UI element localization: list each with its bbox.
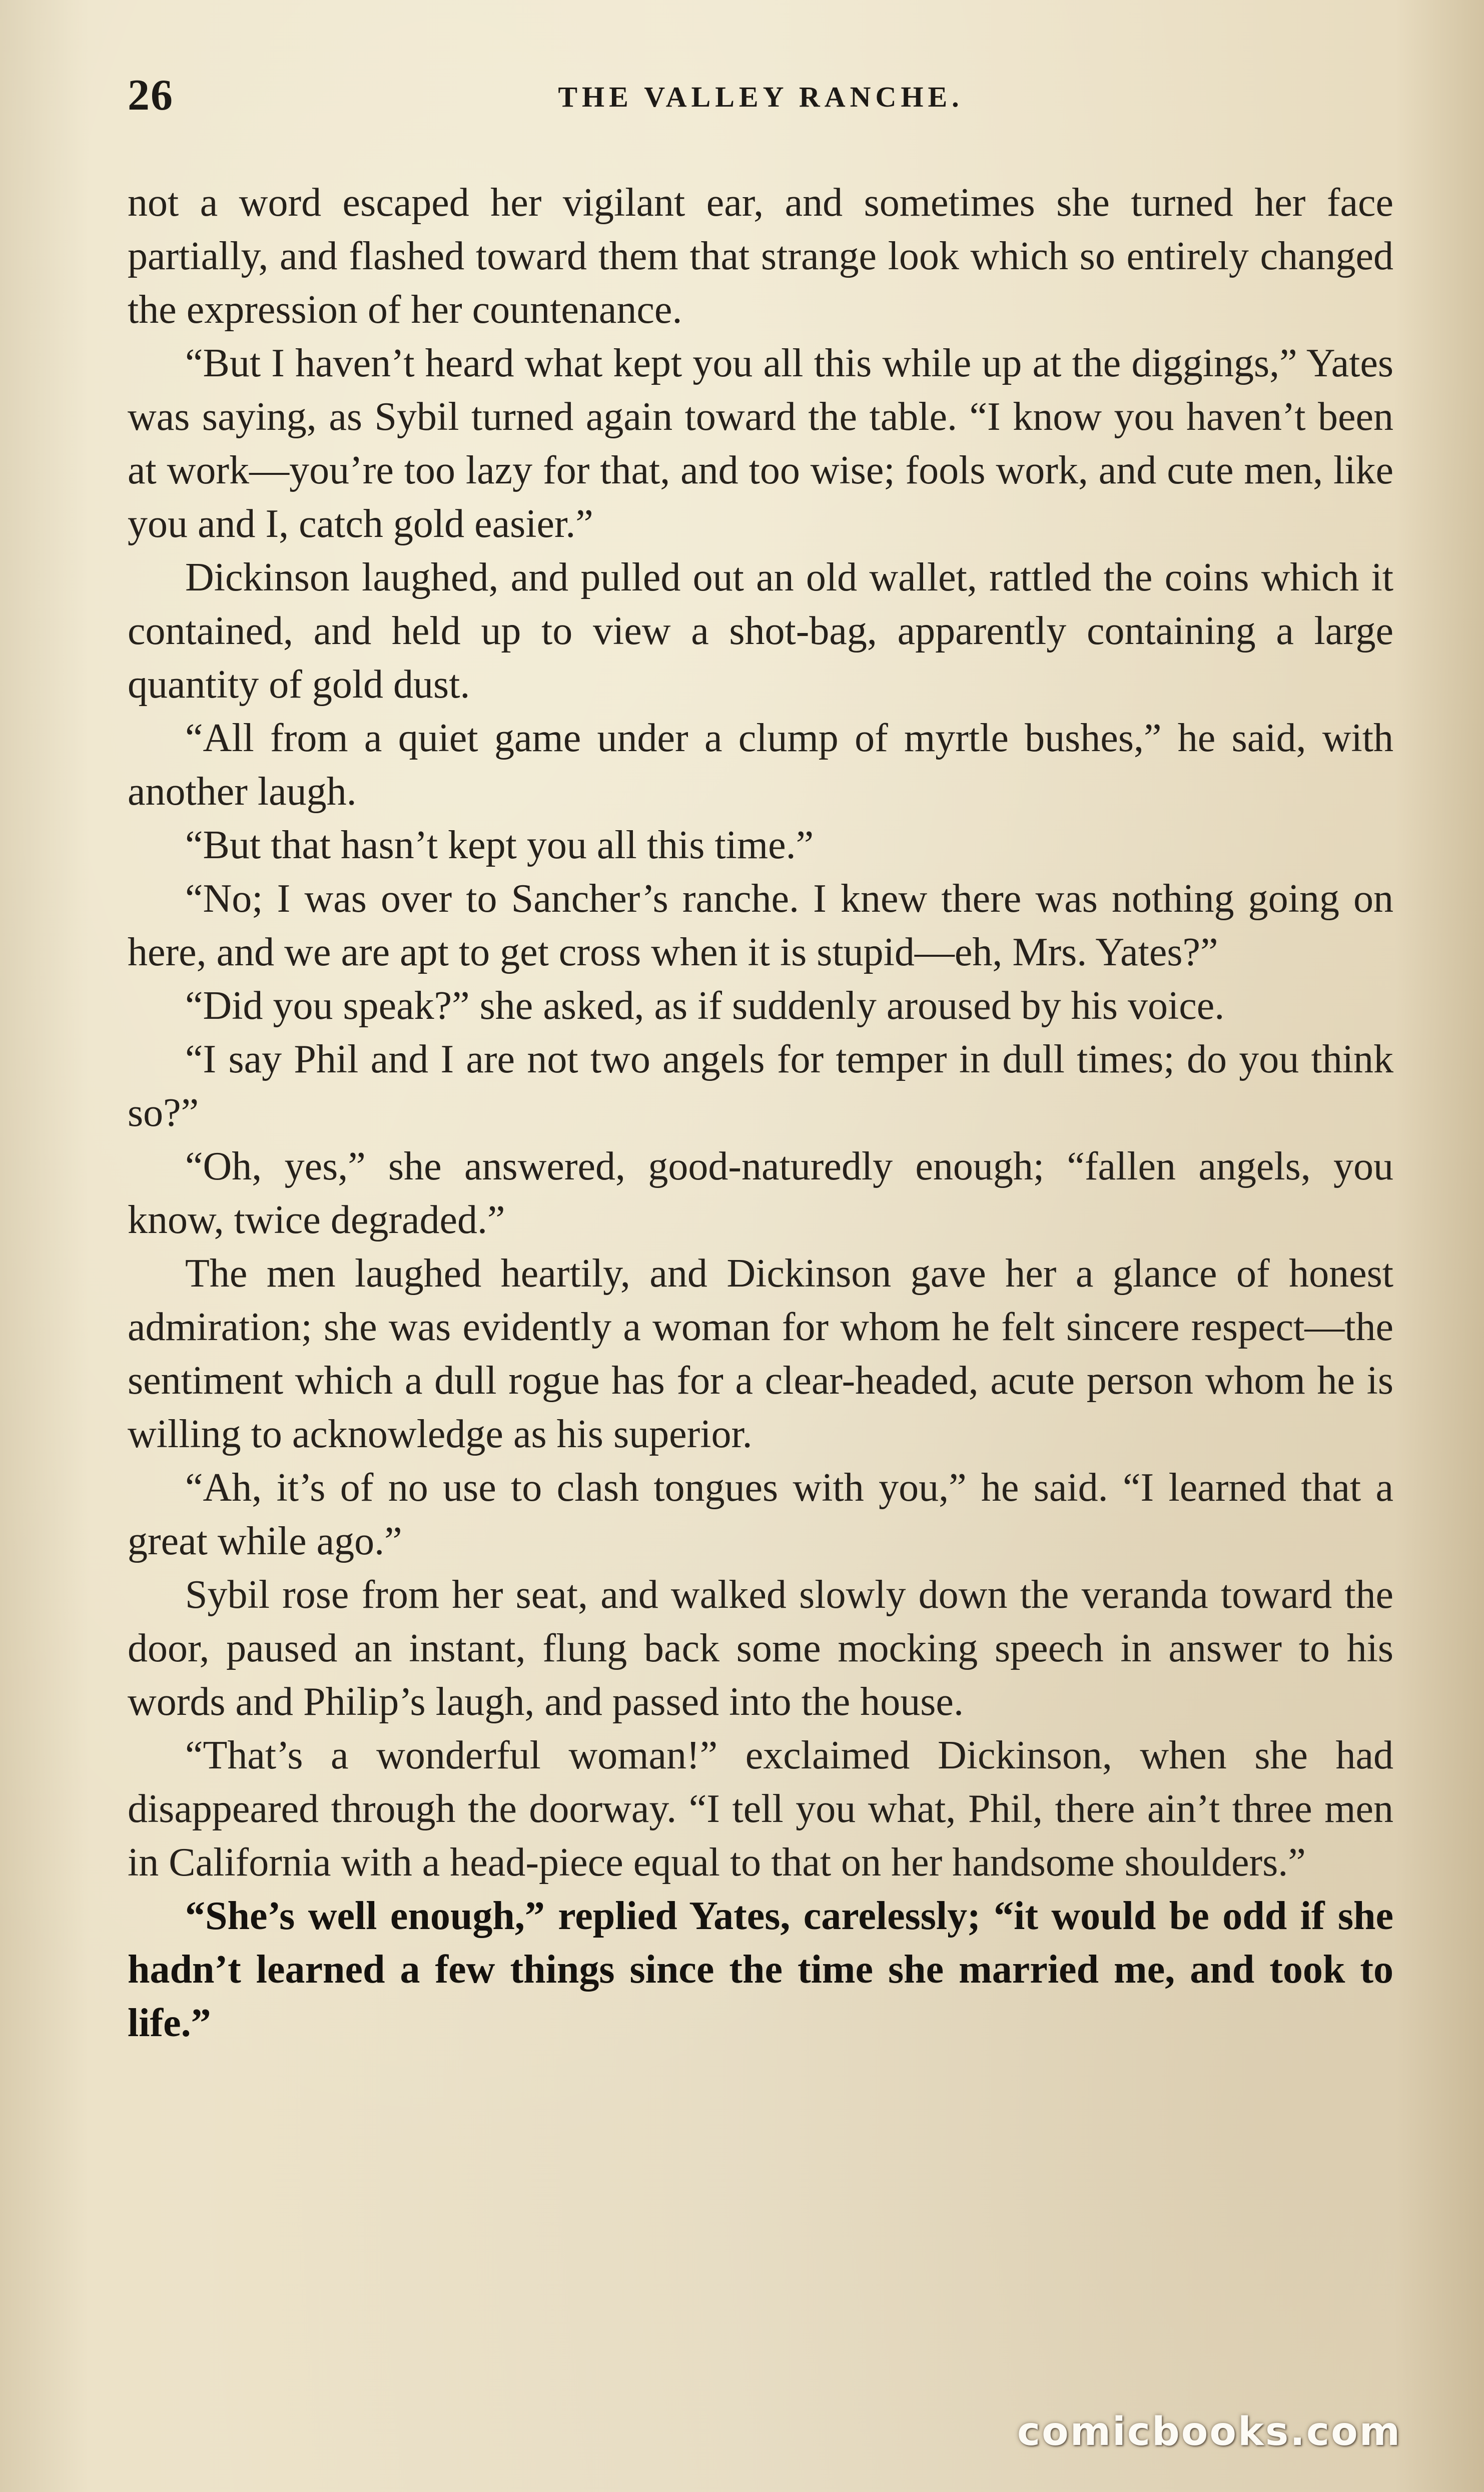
page-header: [128, 70, 1394, 125]
page-number: 26: [128, 71, 174, 120]
paragraph: “No; I was over to Sancher’s ranche. I knew there was nothing going on here, and we are apt to get cross when it is stupid—eh, Mrs. Yates?”: [128, 877, 1393, 974]
paragraph: The men laughed heartily, and Dickinson gave her a glance of honest admiration; she was evidently a woman for whom he felt sincere respect—the sentiment which a dull rogue has for a clear-headed, acute person whom he is willing to acknowledge as his superior.: [128, 1252, 1393, 1456]
paragraph: “I say Phil and I are not two angels for temper in dull times; do you think so?”: [128, 1037, 1393, 1135]
body-text: [128, 176, 1393, 2050]
paragraph: not a word escaped her vigilant ear, and sometimes she turned her face partially, and flashed toward them that strange look which so entirely changed the expression of her countenance.: [128, 181, 1393, 332]
paragraph: “She’s well enough,” replied Yates, carelessly; “it would be odd if she hadn’t learned a few things since the time she married me, and took to life.”: [128, 1894, 1393, 2045]
paragraph: “But that hasn’t kept you all this time.”: [185, 823, 814, 867]
running-title: THE VALLEY RANCHE.: [558, 81, 964, 113]
paragraph: “But I haven’t heard what kept you all this while up at the diggings,” Yates was saying, as Sybil turned again toward the table. “I know you haven’t been at work—you’re too lazy for that, and too wise; fools work, and cute men, like you and I, catch gold easier.”: [128, 341, 1393, 546]
paragraph: “Did you speak?” she asked, as if suddenly aroused by his voice.: [185, 984, 1225, 1028]
paragraph: Dickinson laughed, and pulled out an old wallet, rattled the coins which it contained, and held up to view a shot-bag, apparently containing a large quantity of gold dust.: [128, 555, 1393, 707]
paragraph: “Oh, yes,” she answered, good-naturedly enough; “fallen angels, you know, twice degraded.”: [128, 1144, 1393, 1242]
paragraph: “That’s a wonderful woman!” exclaimed Dickinson, when she had disappeared through the doorway. “I tell you what, Phil, there ain’t three men in California with a head-piece equal to that on her handsome shoulders.”: [128, 1733, 1393, 1885]
paragraph: “All from a quiet game under a clump of myrtle bushes,” he said, with another laugh.: [128, 716, 1393, 814]
watermark: comicbooks.com: [1017, 2409, 1401, 2454]
paragraph: “Ah, it’s of no use to clash tongues with you,” he said. “I learned that a great while ago.”: [128, 1466, 1393, 1563]
paragraph: Sybil rose from her seat, and walked slowly down the veranda toward the door, paused an instant, flung back some mocking speech in answer to his words and Philip’s laugh, and passed into the house.: [128, 1573, 1393, 1724]
